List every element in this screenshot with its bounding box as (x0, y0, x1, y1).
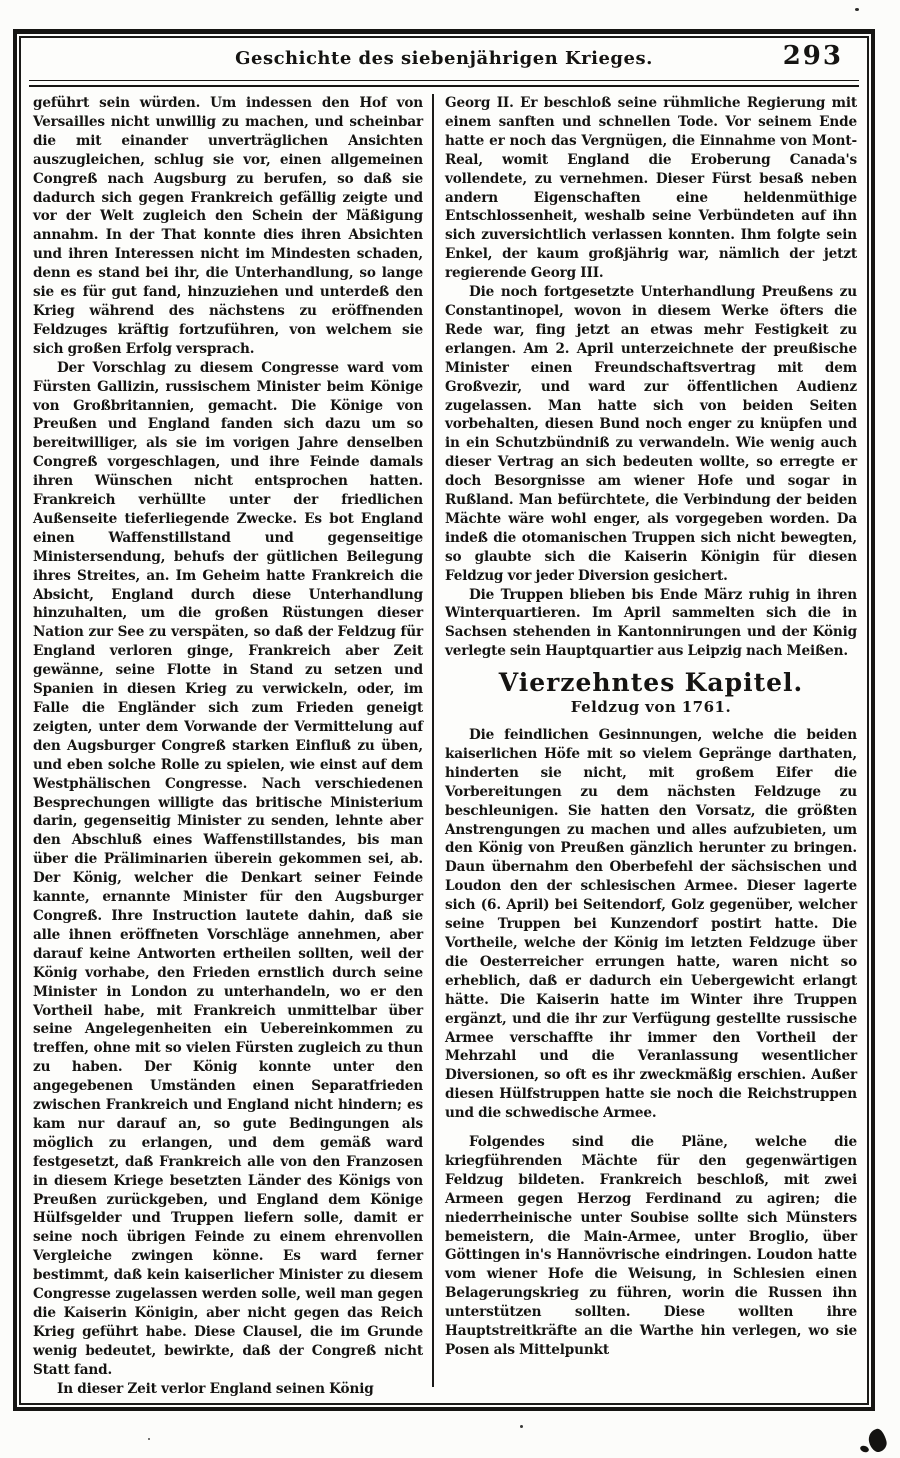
dust-speck (148, 1438, 150, 1440)
text-columns (21, 87, 867, 1397)
paragraph: Die noch fortgesetzte Unterhandlung Preußens zu Constantinopel, wovon in diesem Werke öfters die Rede war, fing jetzt an etwas mehr Festigkeit zu erlangen. Am 2. April unterzeichnete der preußische Minister einen Freundschaftsvertrag mit dem Großvezir, und ward zur öffentlichen Audienz zugelassen. Man hatte sich von beiden Seiten vorbehalten, diesen Bund noch enger zu knüpfen und in ein Schutzbündniß zu verwandeln. Wie wenig auch dieser Vertrag an sich bedeuten wollte, so erregte er doch Besorgnisse am wiener Hofe und sogar in Rußland. Man befürchtete, die Verbindung der beiden Mächte wäre wohl enger, als vorgegeben worden. Da indeß die otomanischen Truppen sich nicht bewegten, so glaubte sich die Kaiserin Königin für diesen Feldzug vor jeder Diversion gesichert. (445, 284, 857, 584)
paragraph: Georg II. Er beschloß seine rühmliche Regierung mit einem sanften und schnellen Tode. Vor seinem Ende hatte er noch das Vergnügen, die Einnahme von Mont-Real, womit England die Eroberung Canada's vollendete, zu vernehmen. Dieser Fürst besaß neben andern Eigenschaften eine heldenmüthige Entschlossenheit, weshalb seine Verbündeten auf ihn sich zuversichtlich verlassen konnten. Ihm folgte sein Enkel, der kaum großjährig war, nämlich der jetzt regierende Georg III. (445, 95, 857, 282)
ink-blot (866, 1427, 888, 1453)
page-frame (13, 29, 875, 1411)
running-head (21, 38, 867, 78)
paragraph: Die feindlichen Gesinnungen, welche die beiden kaiserlichen Höfe mit so vielem Gepränge darthaten, hinderten sie nicht, mit großem Eifer die Vorbereitungen zu dem nächsten Feldzuge zu beschleunigen. Sie hatten den Vorsatz, die größten Anstrengungen zu machen und alles aufzubieten, um den König von Preußen gänzlich herunter zu bringen. Daun übernahm den Oberbefehl der sächsischen und Loudon den der schlesischen Armee. Dieser lagerte sich (6. April) bei Seitendorf, Golz gegenüber, welcher seine Truppen bei Kunzendorf postirt hatte. Die Vortheile, welche der König im letzten Feldzuge über die Oesterreicher errungen hatte, waren nicht so erheblich, daß er dadurch ein Uebergewicht erlangt hätte. Die Kaiserin hatte im Winter ihre Truppen ergänzt, und die ihr zur Verfügung gestellte russische Armee verschaffte ihr immer den Vortheil der Mehrzahl und die Veranlassung wesentlicher Diversionen, so oft es ihr zweckmäßig erschien. Außer diesen Hülfstruppen hatte sie noch die Reichstruppen und die schwedische Armee. (445, 727, 857, 1122)
paragraph: Die Truppen blieben bis Ende März ruhig in ihren Winterquartieren. Im April sammelten sich die in Sachsen stehenden in Kantonnirungen und der König verlegte sein Hauptquartier aus Leipzig nach Meißen. (445, 586, 857, 660)
page-number: 293 (782, 41, 843, 71)
paragraph: geführt sein würden. Um indessen den Hof von Versailles nicht unwillig zu machen, und scheinbar die mit einander unverträglichen Ansichten auszugleichen, schlug sie vor, einen allgemeinen Congreß nach Augsburg zu berufen, so daß sie dadurch sich gegen Frankreich gefällig zeigte und vor der Welt zugleich den Schein der Mäßigung annahm. In der That konnte dies ihren Absichten und ihren Interessen nicht im Mindesten schaden, denn es stand bei ihr, die Unterhandlung, so lange sie es für gut fand, hinzuziehen und unterdeß den Krieg während des nächstens zu eröffnenden Feldzuges kräftig fortzuführen, von welchem sie sich großen Erfolg versprach. (33, 95, 423, 357)
header-rule (29, 80, 859, 87)
paragraph: Der Vorschlag zu diesem Congresse ward vom Fürsten Gallizin, russischem Minister beim Könige von Großbritannien, gemacht. Die Könige von Preußen und England fanden sich dazu um so bereitwilliger, als sie im vorigen Jahre denselben Congreß vorgeschlagen, und ihre Feinde damals ihren Wünschen nicht entsprochen hatten. Frankreich verhüllte unter der friedlichen Außenseite tieferliegende Zwecke. Es bot England einen Waffenstillstand und gegenseitige Ministersendung, behufs der gütlichen Beilegung ihres Streites, an. Im Geheim hatte Frankreich die Absicht, England durch diese Unterhandlung hinzuhalten, um die großen Rüstungen dieser Nation zur See zu verspäten, so daß der Feldzug für England verloren ginge, Frankreich aber Zeit gewänne, seine Flotte in Stand zu setzen und Spanien in diesen Krieg zu verwickeln, oder, im Falle die Engländer sich zum Frieden geneigt zeigten, unter dem Vorwande der Vermittelung auf den Augsburger Congreß starken Einfluß zu üben, und eben solche Rolle zu spielen, wie einst auf dem Westphälischen Congresse. Nach verschiedenen Besprechungen willigte das britische Ministerium darin, gegenseitig Minister zu senden, lehnte aber den Abschluß eines Waffenstillstandes, bis man über die Präliminarien überein gekommen sei, ab. Der König, welcher die Denkart seiner Feinde kannte, ernannte Minister für den Augsburger Congreß. Ihre Instruction lautete dahin, daß sie alle ihnen eröffneten Vorschläge annehmen, aber darauf keine Antworten ertheilen sollten, weil der König vorhabe, den Frieden ernstlich durch seine Minister in London zu unterhandeln, wo er den Vortheil habe, mit Frankreich unmittelbar über seine Angelegenheiten ein Uebereinkommen zu treffen, ohne mit so vielen Fürsten zugleich zu thun zu haben. Der König konnte unter den angegebenen Umständen einen Separatfrieden zwischen Frankreich und England nicht hindern; es kam nur darauf an, so gute Bedingungen als möglich zu erlangen, und dem gemäß ward festgesetzt, daß Frankreich alle von den Franzosen in diesem Kriege besetzten Länder des Königs von Preußen zurückgeben, und England dem Könige Hülfsgelder und Truppen liefern solle, damit er seine noch übrigen Feinde zu einem ehrenvollen Vergleiche zwingen könne. Es ward ferner bestimmt, daß kein kaiserlicher Minister zu diesem Congresse zugelassen werden solle, weil man gegen die Kaiserin Königin, aber nicht gegen das Reich Krieg geführt habe. Diese Clausel, die im Grunde wenig bedeutet, bewirkte, daß der Congreß nicht Statt fand. (33, 359, 423, 1378)
dust-speck (520, 1425, 523, 1428)
left-column (33, 94, 432, 1397)
page-title: Geschichte des siebenjährigen Krieges. (235, 48, 653, 69)
ink-blot-tail (859, 1445, 870, 1454)
paragraph: Folgendes sind die Pläne, welche die kriegführenden Mächte für den gegenwärtigen Feldzug bildeten. Frankreich beschloß, mit zwei Armeen gegen Herzog Ferdinand zu agiren; die niederrheinische unter Soubise sollte sich Münsters bemeistern, die Main-Armee, unter Broglio, über Göttingen in's Hannövrische eindringen. Loudon hatte vom wiener Hofe die Weisung, in Schlesien einen Belagerungskrieg zu führen, worin die Russen ihn unterstützen sollten. Diese wollten ihre Hauptstreitkräfte an die Warthe hin verlegen, wo sie Posen als Mittelpunkt (445, 1134, 857, 1358)
chapter-heading: Vierzehntes Kapitel. (498, 668, 804, 698)
right-column (434, 94, 861, 1387)
paragraph: In dieser Zeit verlor England seinen König (57, 1380, 374, 1397)
dust-speck (855, 8, 859, 11)
chapter-subheading: Feldzug von 1761. (570, 698, 732, 717)
page-frame-inner (19, 36, 869, 1405)
